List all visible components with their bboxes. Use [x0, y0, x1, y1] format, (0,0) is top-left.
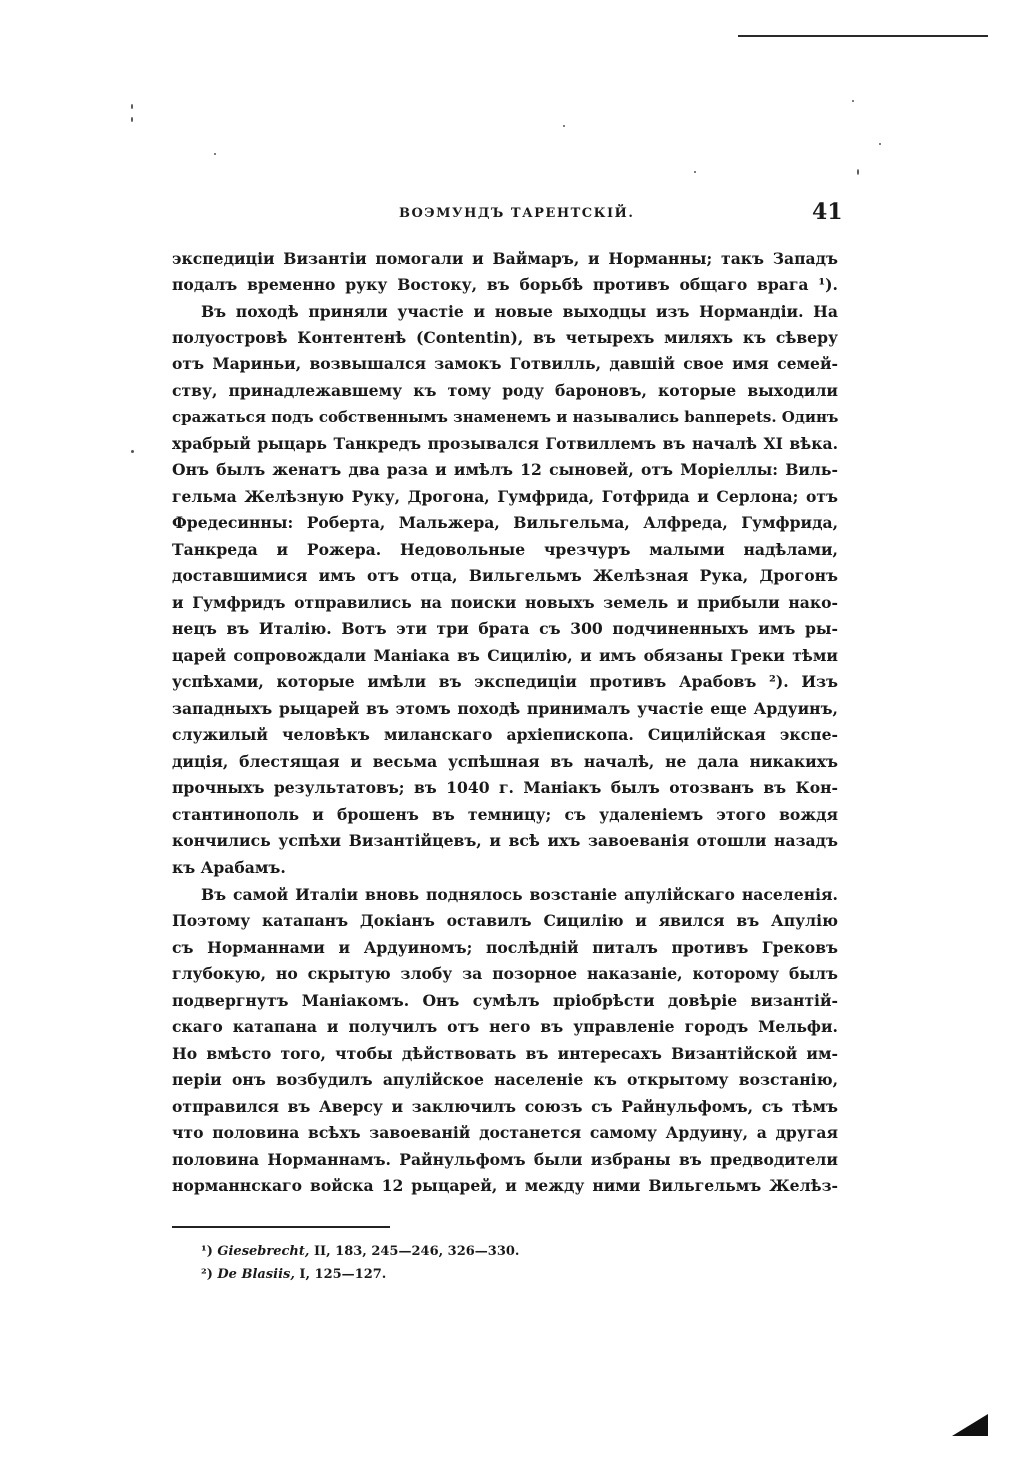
text-line: къ Арабамъ. [172, 858, 286, 877]
text-line: полуостровѣ Контентенѣ (Contentin), въ четырехъ миляхъ къ сѣверу [172, 328, 838, 347]
footnote-reference: II, 183, 245—246, 326—330. [313, 1244, 520, 1259]
text-line: западныхъ рыцарей въ этомъ походѣ принималъ участіе еще Ардуинъ, [172, 699, 838, 718]
scan-speck [694, 171, 696, 173]
scan-speck [879, 143, 881, 145]
text-line: доставшимися имъ отъ отца, Вильгельмъ Желѣзная Рука, Дрогонъ [172, 566, 838, 585]
text-line: успѣхами, которые имѣли въ экспедиціи противъ Арабовъ ²). Изъ [172, 672, 838, 691]
text-line: храбрый рыцарь Танкредъ прозывался Готвиллемъ въ началѣ XI вѣка. [172, 434, 838, 453]
running-header: ВОЭМУНДЪ ТАРЕНТСКІЙ. [399, 206, 635, 221]
scan-speck [563, 125, 565, 127]
scan-speck [131, 104, 133, 109]
text-line: подалъ временно руку Востоку, въ борьбѣ противъ общаго врага ¹). [172, 275, 838, 294]
text-line: сражаться подъ собственнымъ знаменемъ и назывались banперets. Одинъ [172, 408, 838, 426]
footnote-author: De Blasiis, [217, 1267, 295, 1282]
footnote-reference: I, 125—127. [299, 1267, 387, 1282]
text-line: служилый человѣкъ миланскаго архіепископа. Сицилійская экспе- [172, 725, 838, 744]
text-line: гельма Желѣзную Руку, Дрогона, Гумфрида, Готфрида и Серлона; отъ [172, 487, 838, 506]
text-line: періи онъ возбудилъ апулійское населеніе къ открытому возстанію, [172, 1070, 838, 1089]
footnote-marker: ²) [201, 1267, 213, 1282]
text-line: половина Норманнамъ. Райнульфомъ были избраны въ предводители [172, 1150, 838, 1169]
footnote-1 [201, 1243, 519, 1261]
scan-speck [852, 100, 854, 102]
text-line: нецъ въ Италію. Вотъ эти три брата съ 300 подчиненныхъ имъ ры- [172, 619, 838, 638]
text-line: прочныхъ результатовъ; въ 1040 г. Маніакъ былъ отозванъ въ Кон- [172, 778, 838, 797]
text-line: Но вмѣсто того, чтобы дѣйствовать въ интересахъ Византійской им- [172, 1044, 838, 1063]
scan-artifact [952, 1414, 988, 1436]
footnote-2 [201, 1266, 386, 1284]
text-line: царей сопровождали Маніака въ Сицилію, и имъ обязаны Греки тѣми [172, 646, 838, 665]
text-line: Въ походѣ приняли участіе и новые выходцы изъ Нормандіи. На [201, 302, 838, 321]
scan-speck [131, 450, 134, 453]
footnote-author: Giesebrecht, [217, 1244, 310, 1259]
page-number: 41 [812, 199, 843, 225]
text-line: Въ самой Италіи вновь поднялось возстаніе апулійскаго населенія. [201, 885, 838, 904]
text-line: Онъ былъ женатъ два раза и имѣлъ 12 сыновей, отъ Моріеллы: Виль- [172, 460, 838, 479]
text-line: глубокую, но скрытую злобу за позорное наказаніе, которому былъ [172, 964, 838, 983]
text-line: подвергнутъ Маніакомъ. Онъ сумѣлъ пріобрѣсти довѣріе византій- [172, 991, 838, 1010]
text-line: и Гумфридъ отправились на поиски новыхъ земель и прибыли нако- [172, 593, 838, 612]
text-line: отправился въ Аверсу и заключилъ союзъ съ Райнульфомъ, съ тѣмъ [172, 1097, 838, 1116]
text-line: съ Норманнами и Ардуиномъ; послѣдній питалъ противъ Грековъ [172, 938, 838, 957]
text-line: кончились успѣхи Византійцевъ, и всѣ ихъ завоеванія отошли назадъ [172, 831, 838, 850]
text-line: экспедиціи Византіи помогали и Ваймаръ, и Норманны; такъ Западъ [172, 249, 838, 268]
footnote-rule [172, 1226, 390, 1228]
text-line: диція, блестящая и весьма успѣшная въ началѣ, не дала никакихъ [172, 752, 838, 771]
scan-speck [131, 117, 133, 122]
scan-speck [214, 153, 216, 155]
text-line: стантинополь и брошенъ въ темницу; съ удаленіемъ этого вождя [172, 805, 838, 824]
text-line: ству, принадлежавшему къ тому роду бароновъ, которые выходили [172, 381, 838, 400]
text-line: Танкреда и Рожера. Недовольные чрезчуръ малыми надѣлами, [172, 540, 838, 559]
text-line: отъ Мариньи, возвышался замокъ Готвилль, давшій свое имя семей- [172, 354, 838, 373]
text-line: что половина всѣхъ завоеваній достанется самому Ардуину, а другая [172, 1123, 838, 1142]
text-line: Фредесинны: Роберта, Мальжера, Вильгельма, Алфреда, Гумфрида, [172, 513, 838, 532]
text-line: скаго катапана и получилъ отъ него въ управленіе городъ Мельфи. [172, 1017, 838, 1036]
footnote-marker: ¹) [201, 1244, 213, 1259]
text-line: норманнскаго войска 12 рыцарей, и между ними Вильгельмъ Желѣз- [172, 1176, 838, 1195]
top-rule [738, 35, 988, 37]
text-line: Поэтому катапанъ Докіанъ оставилъ Сицилію и явился въ Апулію [172, 911, 838, 930]
scan-speck [857, 169, 859, 175]
